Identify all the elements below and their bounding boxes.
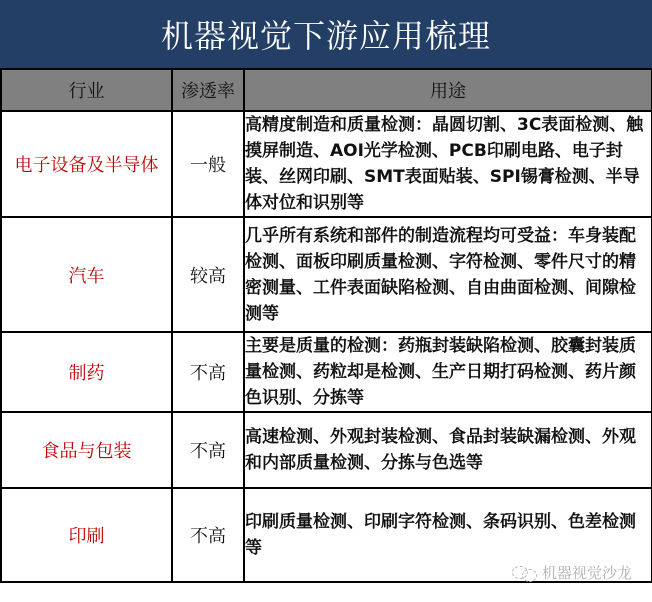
- table-row: [1, 412, 652, 488]
- usage-cell: 高精度制造和质量检测：晶圆切割、3C表面检测、触摸屏制造、AOI光学检测、PCB印刷电路、电子封装、丝网印刷、SMT表面贴装、SPI锡膏检测、半导体对位和识别等: [244, 111, 652, 217]
- watermark-text: 机器视觉沙龙: [541, 564, 632, 582]
- header-industry: 行业: [1, 69, 172, 111]
- page-title: 机器视觉下游应用梳理: [0, 0, 652, 68]
- industry-cell: 电子设备及半导体: [1, 111, 172, 217]
- watermark: [512, 562, 632, 583]
- usage-cell: 印刷质量检测、印刷字符检测、条码识别、色差检测等: [244, 488, 652, 582]
- header-row: [1, 69, 652, 111]
- usage-cell: 高速检测、外观封装检测、食品封装缺漏检测、外观和内部质量检测、分拣与色选等: [244, 412, 652, 488]
- application-table: [0, 68, 652, 583]
- table-row: [1, 111, 652, 217]
- penetration-cell: 一般: [172, 111, 244, 217]
- table-row: [1, 332, 652, 412]
- wechat-icon: [512, 565, 538, 581]
- industry-cell: 汽车: [1, 217, 172, 332]
- industry-cell: 制药: [1, 332, 172, 412]
- penetration-cell: 不高: [172, 332, 244, 412]
- penetration-cell: 不高: [172, 412, 244, 488]
- industry-cell: 印刷: [1, 488, 172, 582]
- penetration-cell: 不高: [172, 488, 244, 582]
- table-row: [1, 217, 652, 332]
- industry-cell: 食品与包装: [1, 412, 172, 488]
- usage-cell: 主要是质量的检测：药瓶封装缺陷检测、胶囊封装质量检测、药粒却是检测、生产日期打码检测、药片颜色识别、分拣等: [244, 332, 652, 412]
- usage-cell: 几乎所有系统和部件的制造流程均可受益：车身装配检测、面板印刷质量检测、字符检测、零件尺寸的精密测量、工件表面缺陷检测、自由曲面检测、间隙检测等: [244, 217, 652, 332]
- header-penetration: 渗透率: [172, 69, 244, 111]
- header-usage: 用途: [244, 69, 652, 111]
- penetration-cell: 较高: [172, 217, 244, 332]
